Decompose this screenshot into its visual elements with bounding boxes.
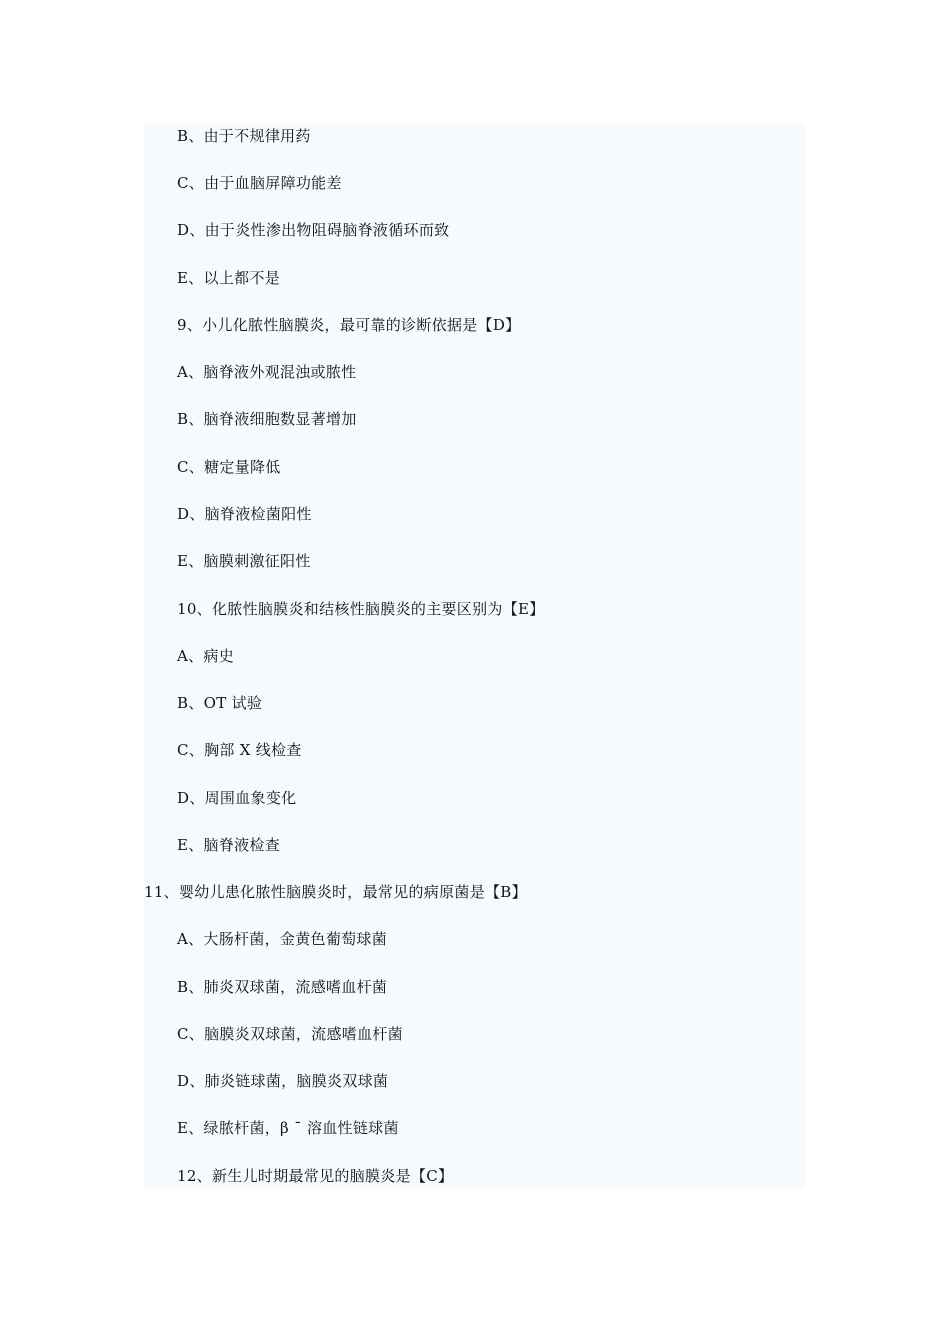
option-line: B、由于不规律用药 — [177, 127, 311, 145]
option-line: B、脑脊液细胞数显著增加 — [177, 410, 357, 428]
question-line: 12、新生儿时期最常见的脑膜炎是【C】 — [177, 1167, 454, 1185]
option-line: B、OT 试验 — [177, 694, 263, 712]
option-line: C、脑膜炎双球菌，流感嗜血杆菌 — [177, 1025, 403, 1043]
option-line: A、病史 — [177, 647, 235, 665]
option-line: D、由于炎性渗出物阻碍脑脊液循环而致 — [177, 221, 450, 239]
option-line: D、周围血象变化 — [177, 789, 297, 807]
option-line: E、脑脊液检查 — [177, 836, 281, 854]
question-line: 9、小儿化脓性脑膜炎，最可靠的诊断依据是【D】 — [177, 316, 521, 334]
option-line: E、脑膜刺激征阳性 — [177, 552, 311, 570]
option-line: C、由于血脑屏障功能差 — [177, 174, 342, 192]
option-line: A、大肠杆菌，金黄色葡萄球菌 — [177, 930, 388, 948]
question-line: 11、婴幼儿患化脓性脑膜炎时，最常见的病原菌是【B】 — [144, 883, 527, 901]
option-line: C、胸部 X 线检查 — [177, 741, 302, 759]
option-line: C、糖定量降低 — [177, 458, 281, 476]
question-line: 10、化脓性脑膜炎和结核性脑膜炎的主要区别为【E】 — [177, 600, 545, 618]
option-line: E、以上都不是 — [177, 269, 281, 287]
option-line: D、脑脊液检菌阳性 — [177, 505, 312, 523]
option-line: A、脑脊液外观混浊或脓性 — [177, 363, 357, 381]
option-line: B、肺炎双球菌，流感嗜血杆菌 — [177, 978, 388, 996]
option-line: D、肺炎链球菌，脑膜炎双球菌 — [177, 1072, 389, 1090]
option-line: E、绿脓杆菌，β ¯ 溶血性链球菌 — [177, 1119, 399, 1137]
